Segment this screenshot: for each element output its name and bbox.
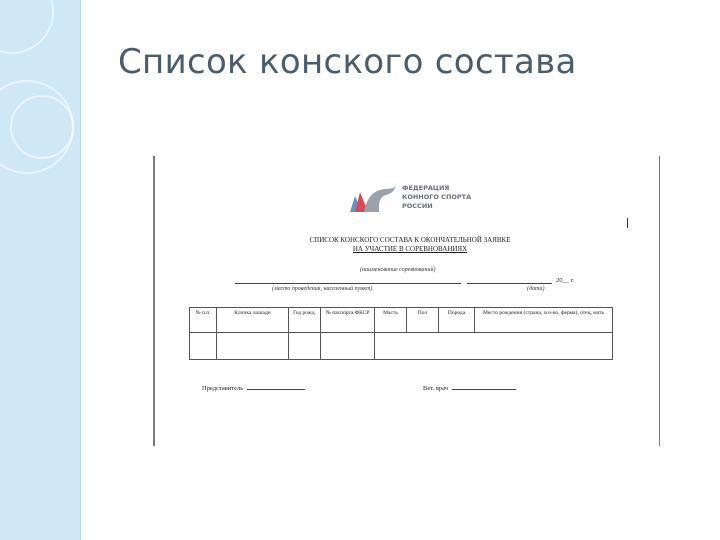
competition-label: (наименование соревнований) (360, 267, 436, 273)
page-mark (627, 218, 628, 228)
representative-label: Представитель (202, 385, 244, 392)
left-decorative-band (0, 0, 81, 540)
header-cell-number: № п.п. (190, 308, 217, 333)
place-underline (235, 283, 461, 284)
place-label: (место проведения, населенный пункт) (272, 286, 373, 292)
document-border-left (153, 156, 155, 446)
logo-line: КОННОГО СПОРТА (402, 193, 472, 201)
table-header-row (190, 308, 613, 333)
document-title (270, 236, 550, 254)
representative-signature-line (202, 385, 305, 392)
vet-label: Вет. врач (423, 385, 449, 392)
header-cell-origin: Место рождения (страна, хоз-во, ферма), отец, мать (475, 308, 613, 333)
table-cell (321, 333, 375, 360)
vet-underline (452, 389, 516, 390)
slide-title: Список конского состава (118, 42, 577, 82)
document-border-right (659, 156, 660, 446)
table-cell (217, 333, 289, 360)
horse-list-table (189, 307, 613, 360)
header-cell-passport: № паспорта ФКСР (321, 308, 375, 333)
header-cell-year: Год рожд. (289, 308, 321, 333)
date-underline (467, 283, 552, 284)
logo-line: ФЕДЕРАЦИЯ (402, 184, 450, 192)
representative-underline (247, 389, 305, 390)
logo-line: РОССИИ (402, 202, 433, 210)
header-cell-sex: Пол (407, 308, 439, 333)
date-label: (дата) (527, 286, 545, 292)
header-cell-color: Масть (375, 308, 407, 333)
header-cell-name: Кличка лошади (217, 308, 289, 333)
year-suffix: 20__ г. (556, 277, 575, 284)
header-cell-breed: Порода (439, 308, 475, 333)
fksr-logo-icon (346, 182, 400, 216)
table-cell (190, 333, 217, 360)
document-title-line2: НА УЧАСТИЕ В СОРЕВНОВАНИЯХ (352, 245, 468, 253)
table-row (190, 333, 613, 360)
logo-text (402, 184, 471, 211)
decorative-ring (0, 0, 54, 54)
table-cell (289, 333, 321, 360)
vet-signature-line (423, 385, 516, 392)
table-cell (375, 333, 613, 360)
decorative-ring (10, 95, 74, 159)
document-title-line1: СПИСОК КОНСКОГО СОСТАВА К ОКОНЧАТЕЛЬНОЙ ЗАЯВКЕ (309, 236, 511, 244)
